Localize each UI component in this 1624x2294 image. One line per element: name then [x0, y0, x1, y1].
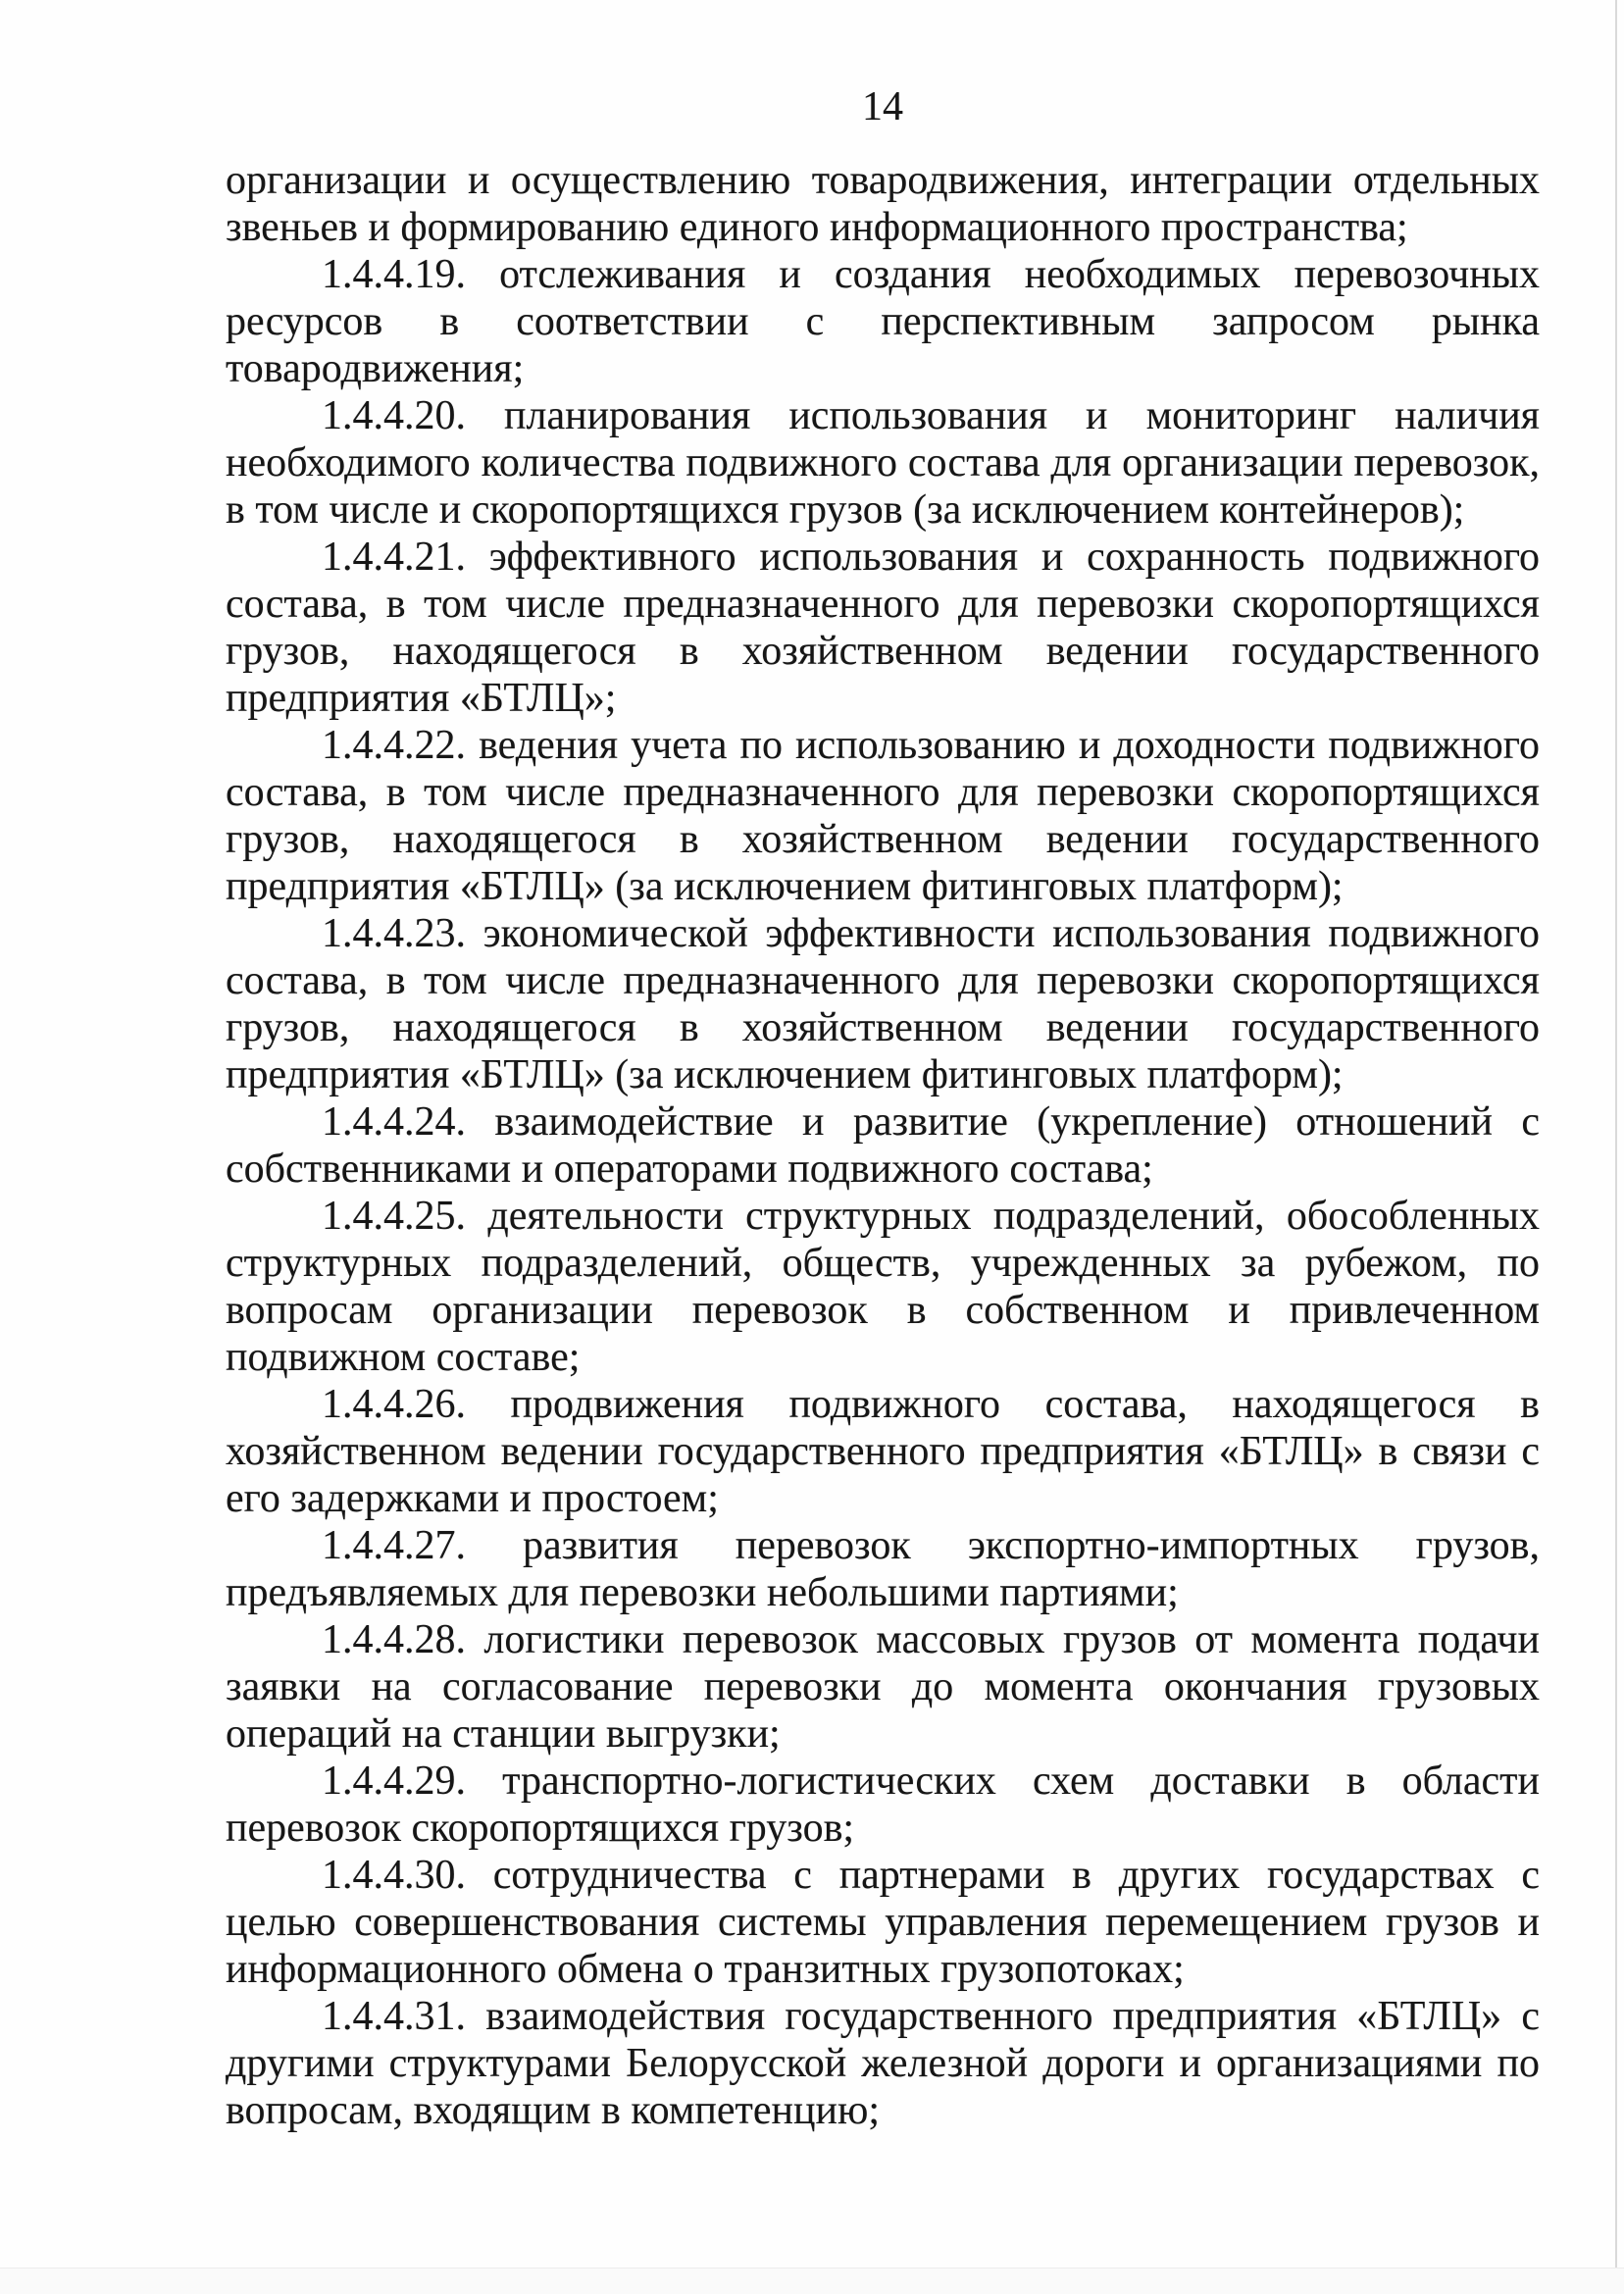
- text-line: хозяйственном ведении государственного предприятия «БТЛЦ» в связи с: [226, 1429, 1540, 1474]
- page-number: 14: [862, 84, 903, 129]
- text-line: 1.4.4.21. эффективного использования и сохранность подвижного: [322, 535, 1540, 580]
- document-content: [226, 83, 1540, 2134]
- text-line: состава, в том числе предназначенного для перевозки скоропортящихся: [226, 582, 1540, 627]
- text-line: 1.4.4.31. взаимодействия государственного предприятия «БТЛЦ» с: [322, 1994, 1540, 2039]
- text-line: ресурсов в соответствии с перспективным запросом рынка: [226, 299, 1540, 344]
- text-line: 1.4.4.23. экономической эффективности использования подвижного: [322, 911, 1540, 956]
- scan-artifact-bottom-strip: [0, 2268, 1624, 2294]
- text-line: состава, в том числе предназначенного для перевозки скоропортящихся: [226, 958, 1540, 1003]
- text-line: 1.4.4.25. деятельности структурных подразделений, обособленных: [322, 1194, 1540, 1239]
- text-line: предприятия «БТЛЦ»;: [226, 676, 617, 721]
- text-line: 1.4.4.19. отслеживания и создания необходимых перевозочных: [322, 252, 1540, 297]
- text-line: заявки на согласование перевозки до момента окончания грузовых: [226, 1664, 1540, 1709]
- text-line: 1.4.4.22. ведения учета по использованию и доходности подвижного: [322, 723, 1540, 768]
- text-line: звеньев и формированию единого информационного пространства;: [226, 205, 1408, 250]
- text-line: грузов, находящегося в хозяйственном ведении государственного: [226, 629, 1540, 674]
- scan-artifact-vertical-line: [1615, 0, 1617, 2294]
- text-line: предъявляемых для перевозки небольшими партиями;: [226, 1570, 1179, 1615]
- document-paragraphs: [226, 157, 1540, 2134]
- text-line: вопросам, входящим в компетенцию;: [226, 2088, 881, 2133]
- text-line: грузов, находящегося в хозяйственном ведении государственного: [226, 817, 1540, 862]
- text-line: товародвижения;: [226, 346, 525, 391]
- text-line: целью совершенствования системы управления перемещением грузов и: [226, 1900, 1540, 1945]
- text-line: его задержками и простоем;: [226, 1476, 719, 1521]
- text-line: собственниками и операторами подвижного состава;: [226, 1147, 1153, 1192]
- text-line: состава, в том числе предназначенного для перевозки скоропортящихся: [226, 770, 1540, 815]
- text-line: перевозок скоропортящихся грузов;: [226, 1806, 855, 1851]
- text-line: 1.4.4.28. логистики перевозок массовых грузов от момента подачи: [322, 1617, 1540, 1662]
- text-line: 1.4.4.30. сотрудничества с партнерами в других государствах с: [322, 1853, 1540, 1898]
- text-line: вопросам организации перевозок в собственном и привлеченном: [226, 1288, 1540, 1333]
- text-line: подвижном составе;: [226, 1335, 581, 1380]
- text-line: операций на станции выгрузки;: [226, 1711, 781, 1757]
- text-line: грузов, находящегося в хозяйственном ведении государственного: [226, 1005, 1540, 1050]
- text-line: 1.4.4.20. планирования использования и мониторинг наличия: [322, 393, 1540, 438]
- text-line: предприятия «БТЛЦ» (за исключением фитинговых платформ);: [226, 864, 1344, 909]
- text-line: другими структурами Белорусской железной дороги и организациями по: [226, 2041, 1540, 2086]
- text-line: 1.4.4.24. взаимодействие и развитие (укрепление) отношений с: [322, 1099, 1540, 1145]
- text-line: 1.4.4.26. продвижения подвижного состава, находящегося в: [322, 1382, 1540, 1427]
- text-line: организации и осуществлению товародвижения, интеграции отдельных: [226, 158, 1540, 203]
- text-line: структурных подразделений, обществ, учрежденных за рубежом, по: [226, 1241, 1540, 1286]
- text-line: необходимого количества подвижного состава для организации перевозок,: [226, 440, 1540, 485]
- text-line: 1.4.4.29. транспортно-логистических схем доставки в области: [322, 1759, 1540, 1804]
- text-line: информационного обмена о транзитных грузопотоках;: [226, 1947, 1185, 1992]
- text-line: в том числе и скоропортящихся грузов (за исключением контейнеров);: [226, 487, 1465, 533]
- text-line: предприятия «БТЛЦ» (за исключением фитинговых платформ);: [226, 1052, 1344, 1097]
- text-line: 1.4.4.27. развития перевозок экспортно-импортных грузов,: [322, 1523, 1540, 1568]
